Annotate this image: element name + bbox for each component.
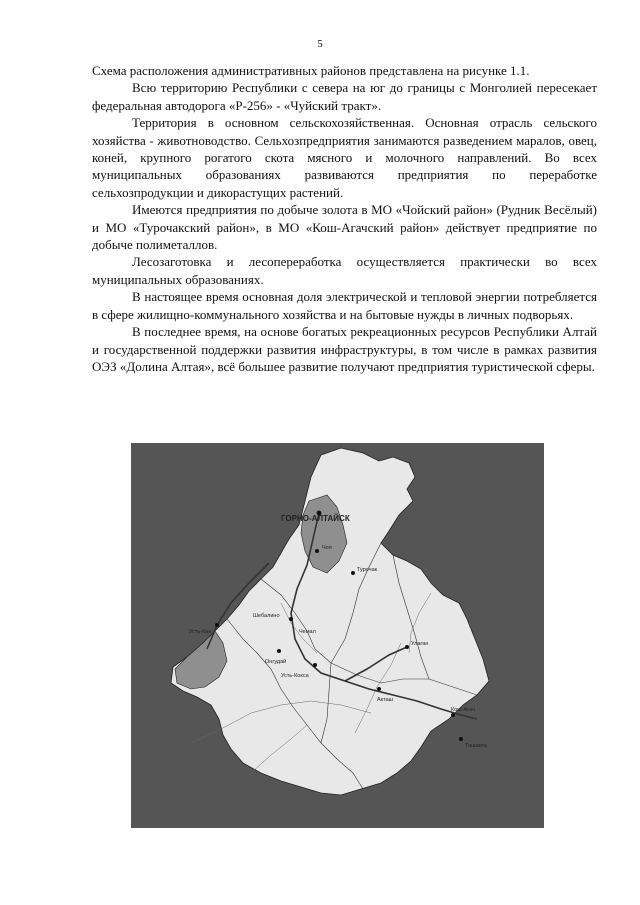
map-label: Онгудай xyxy=(265,659,287,665)
map-label: Кош-Агач xyxy=(451,707,475,713)
page-number: 5 xyxy=(317,38,323,50)
map-label: Улаган xyxy=(411,641,429,647)
map-label: Чемал xyxy=(299,629,316,635)
map-label: Усть-Кан xyxy=(189,629,212,635)
paragraph: Схема расположения административных районов представлена на рисунке 1.1. xyxy=(92,63,530,78)
map-title: ГОРНО-АЛТАЙСК xyxy=(281,514,350,523)
district-map xyxy=(131,443,544,828)
paragraph: Всю территорию Республики с севера на юг до границы с Монголией пересекает федеральная автодорога «Р-256» - «Чуйский тракт». xyxy=(92,80,597,113)
map-label: Ташанта xyxy=(465,743,488,749)
map-label: Акташ xyxy=(377,697,394,703)
district-map-figure xyxy=(131,443,544,828)
map-label: Усть-Кокса xyxy=(281,673,309,679)
map-label: Турочак xyxy=(357,567,378,573)
body-text xyxy=(92,62,597,375)
paragraph: В настоящее время основная доля электрической и тепловой энергии потребляется в сфере жилищно-коммунального хозяйства и на бытовые нужды в личных подворьях. xyxy=(92,289,597,322)
map-label: Чоя xyxy=(322,545,332,551)
paragraph: В последнее время, на основе богатых рекреационных ресурсов Республики Алтай и государственной поддержки развития инфраструктуры, в том числе в рамках развития ОЭЗ «Долина Алтая», всё большее развитие получают предприятия туристической сферы. xyxy=(92,324,597,374)
paragraph: Имеются предприятия по добыче золота в МО «Чойский район» (Рудник Весёлый) и МО «Турочакский район», в МО «Кош-Агачский район» действует предприятие по добыче полиметаллов. xyxy=(92,202,597,253)
paragraph: Территория в основном сельскохозяйственная. Основная отрасль сельского хозяйства - животноводство. Сельхозпредприятия занимаются разведением маралов, овец, коней, крупного рогатого скота мясного и молочного направлений. Во всех муниципальных образованиях развиваются предприятия по переработке сельхозпродукции и дикорастущих растений. xyxy=(92,115,597,200)
map-label: Шебалино xyxy=(253,613,280,619)
paragraph: Лесозаготовка и лесопереработка осуществляется практически во всех муниципальных образованиях. xyxy=(92,254,597,287)
